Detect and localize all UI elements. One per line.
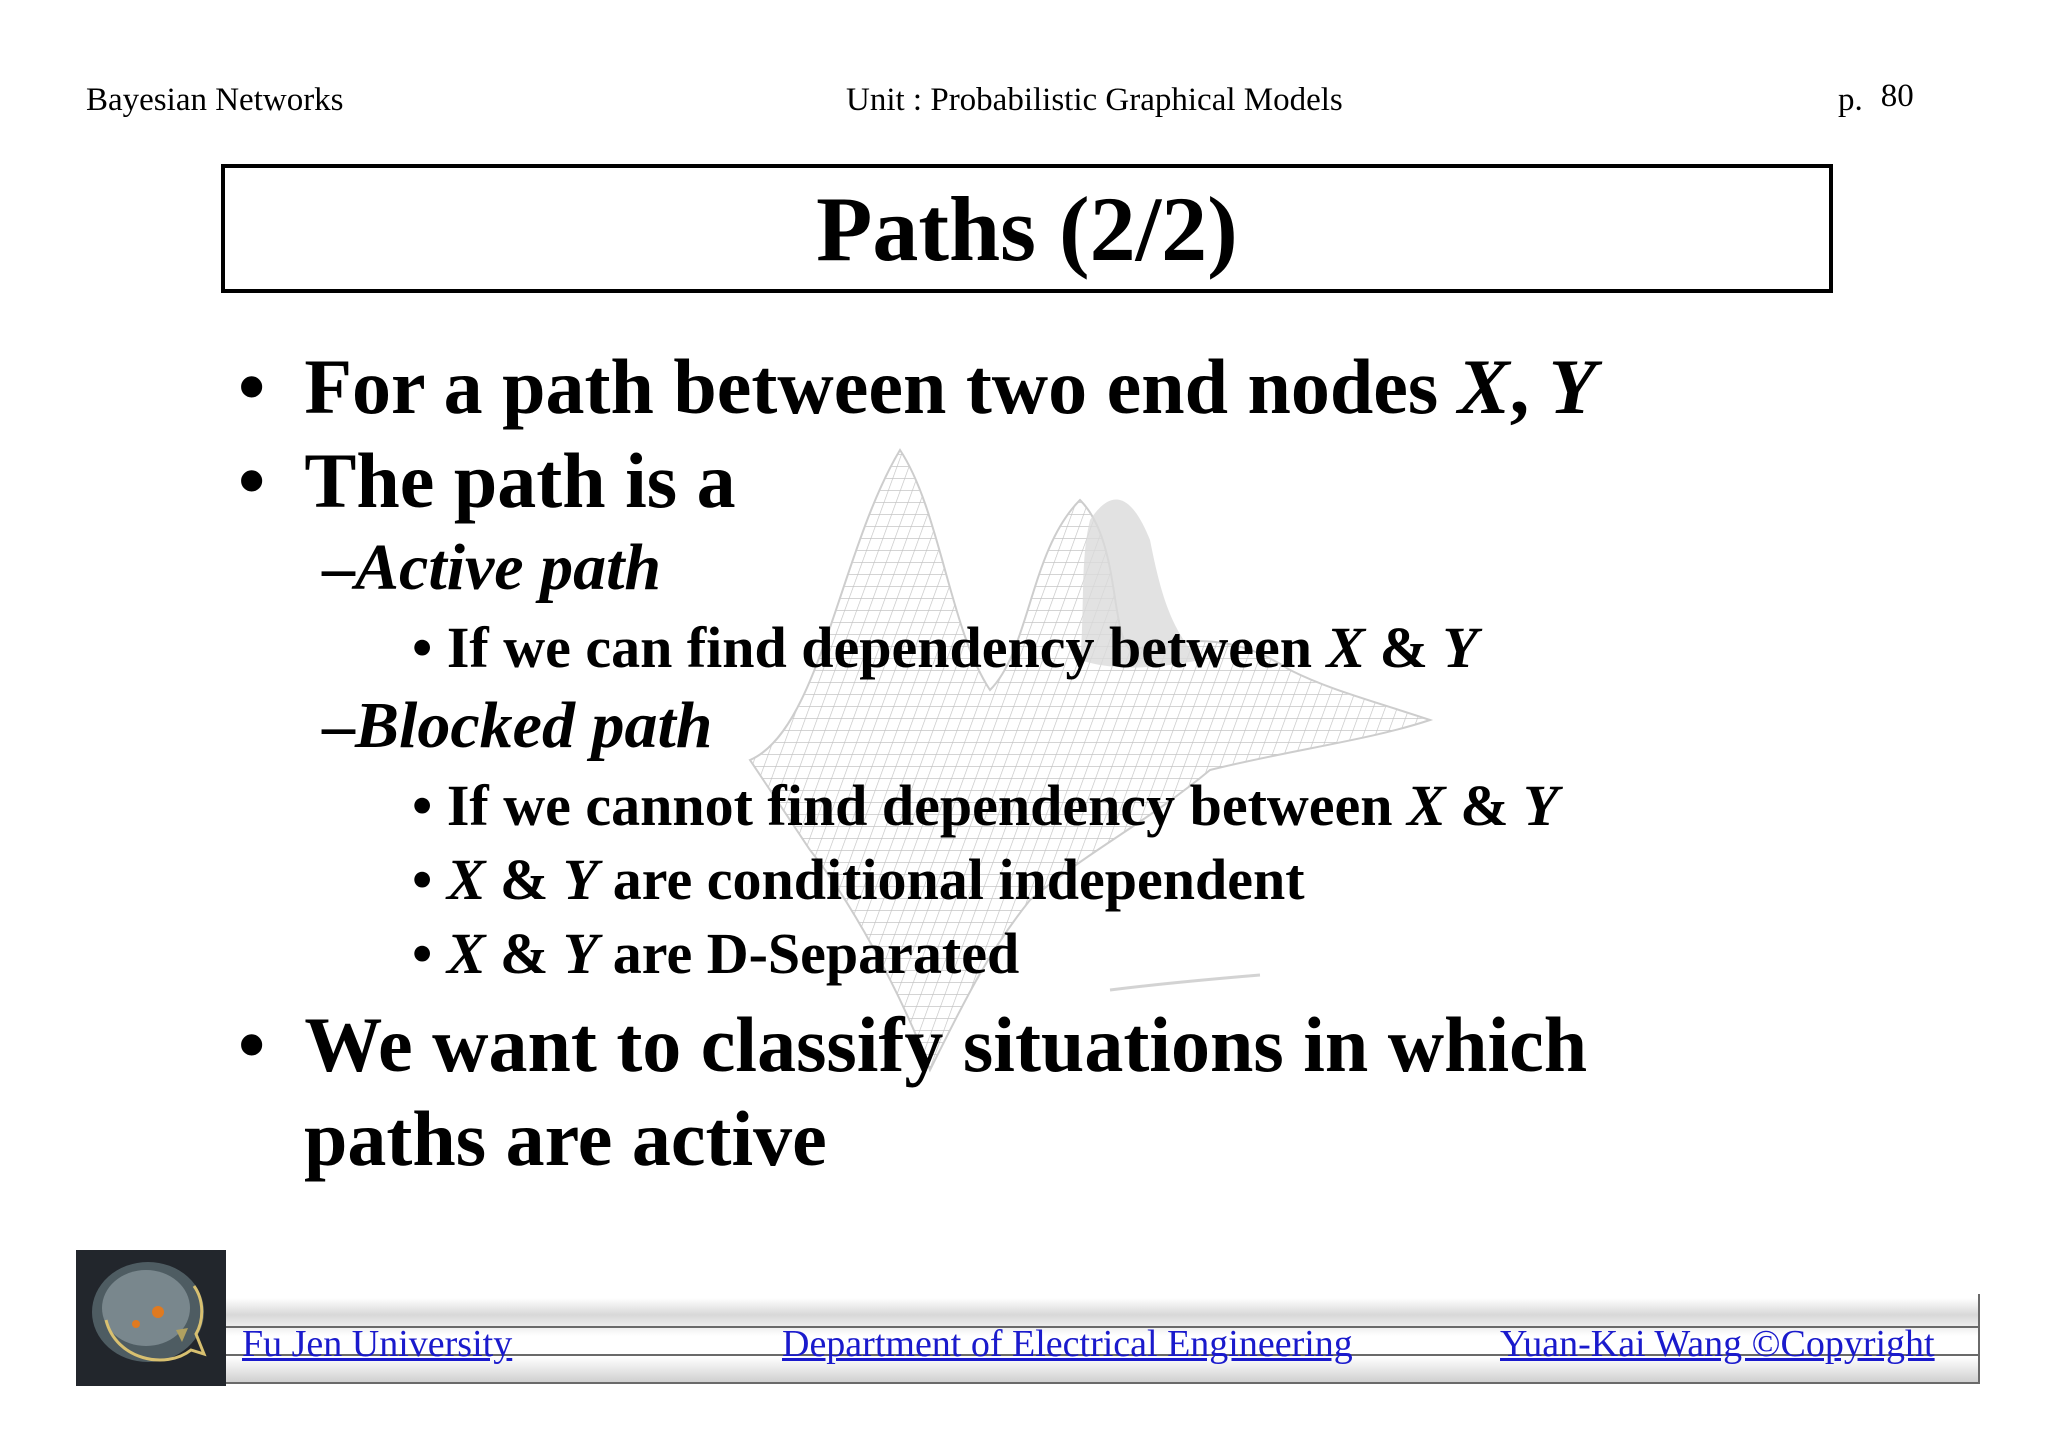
var-x: X (1407, 773, 1446, 838)
skull-logo-icon (76, 1250, 226, 1386)
bullet-dot: • (238, 1001, 266, 1088)
bullet-classify-situations (238, 1000, 1587, 1090)
bullet-text-continued: paths are active (304, 1095, 827, 1182)
ampersand: & (485, 921, 563, 986)
header-course-title: Bayesian Networks (86, 82, 344, 118)
footer-rule-end (1978, 1294, 1980, 1384)
page-number: 80 (1880, 78, 1914, 114)
var-x: X (446, 921, 486, 986)
separator: , (1509, 343, 1549, 430)
header-unit-title: Unit : Probabilistic Graphical Models (846, 82, 1343, 118)
footer-rule-bottom (226, 1382, 1980, 1384)
var-x: X (1457, 343, 1510, 430)
var-y: Y (1442, 615, 1478, 680)
bullet-dot: • (412, 847, 433, 912)
detail-text: are D-Separated (598, 921, 1020, 986)
bullet-text: For a path between two end nodes (304, 343, 1458, 430)
bullet-path-is-a (238, 436, 736, 526)
footer-link-department[interactable]: Department of Electrical Engineering (782, 1323, 1353, 1365)
bullet-text: The path is a (304, 437, 736, 524)
subitem-active-path (322, 530, 661, 606)
bullet-end-nodes (238, 342, 1596, 432)
bullet-dot: • (238, 437, 266, 524)
subitem-text: Active path (355, 531, 662, 604)
bullet-dot: • (412, 921, 433, 986)
ampersand: & (485, 847, 563, 912)
bullet-dot: • (238, 343, 266, 430)
detail-text: If we cannot find dependency between (446, 773, 1408, 838)
page-prefix: p. (1838, 82, 1863, 118)
bullet-text: We want to classify situations in which (304, 1001, 1588, 1088)
dash: – (322, 531, 355, 604)
detail-d-separated (412, 920, 1019, 988)
bullet-dot: • (412, 773, 433, 838)
slide-title: Paths (2/2) (816, 177, 1238, 280)
ampersand: & (1445, 773, 1524, 838)
slide-footer (76, 1250, 1980, 1386)
detail-blocked-dependency (412, 772, 1559, 840)
var-y: Y (1548, 343, 1597, 430)
ampersand: & (1365, 615, 1443, 680)
var-y: Y (562, 847, 599, 912)
var-y: Y (562, 921, 599, 986)
subitem-text: Blocked path (355, 689, 713, 762)
footer-link-university[interactable]: Fu Jen University (242, 1323, 513, 1365)
detail-conditional-independent (412, 846, 1305, 914)
dash: – (322, 689, 355, 762)
footer-link-copyright[interactable]: Yuan-Kai Wang ©Copyright (1500, 1323, 1935, 1365)
subitem-blocked-path (322, 688, 713, 764)
bullet-classify-continued (304, 1094, 827, 1184)
detail-text: are conditional independent (598, 847, 1305, 912)
var-x: X (446, 847, 486, 912)
bullet-dot: • (412, 615, 433, 680)
detail-active-dependency (412, 614, 1478, 682)
var-x: X (1326, 615, 1366, 680)
detail-text: If we can find dependency between (446, 615, 1327, 680)
var-y: Y (1523, 773, 1559, 838)
